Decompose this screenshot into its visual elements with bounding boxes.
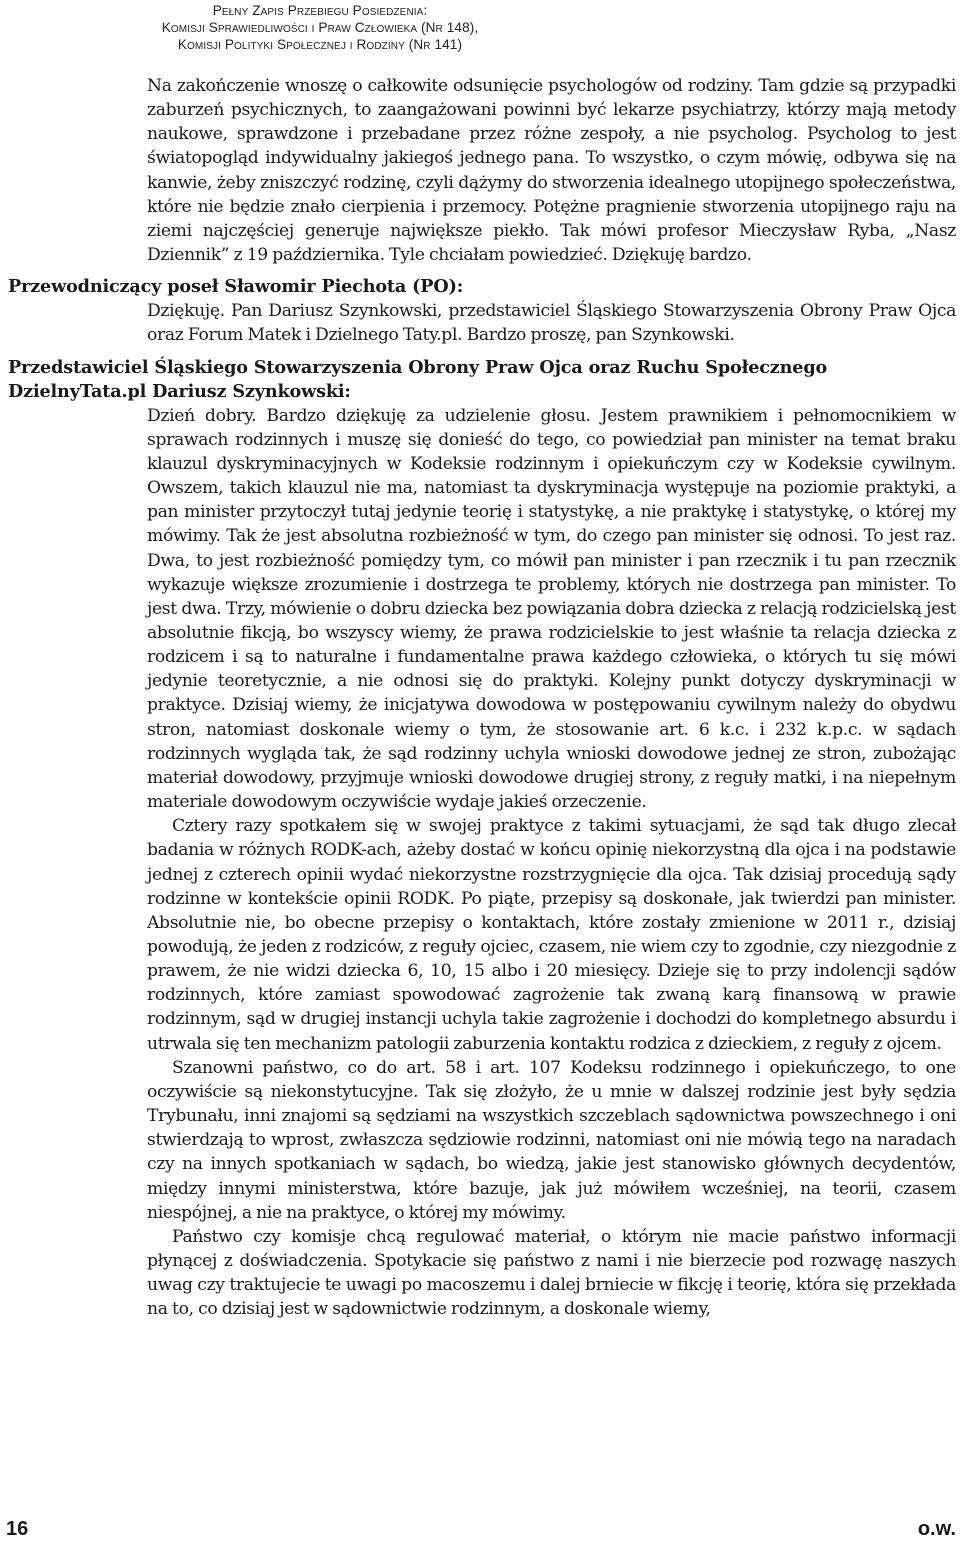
header-line-2: Komisji Sprawiedliwości i Praw Człowieka (Nr 148),	[161, 20, 479, 36]
speaker-name: Przewodniczący poseł Sławomir Piechota (PO):	[8, 276, 464, 298]
paragraph: Dzień dobry. Bardzo dziękuję za udzielenie głosu. Jestem prawnikiem i pełnomocnikiem w sprawach rodzinnych i muszę się donieść do tego, co powiedział pan minister na temat braku klauzul dyskryminacyjnych w Kodeksie rodzinnym i opiekuńczym czy w Kodeksie cywilnym. Owszem, takich klauzul nie ma, natomiast ta dyskryminacja występuje na poziomie praktyki, a pan minister przytoczył tutaj jedynie teorię i statystykę, a nie praktykę i statystykę, o której my mówimy. Tak że jest absolutna rozbieżność w tym, do czego pan minister się odnosi. To jest raz. Dwa, to jest rozbieżność pomiędzy tym, co mówił pan minister i pan rzecznik i tu pan rzecznik wykazuje większe zrozumienie i dostrzega te problemy, których nie dostrzega pan minister. To jest dwa. Trzy, mówienie o dobru dziecka bez powiązania dobra dziecka z relacją rodzicielską jest absolutnie fikcją, bo wszyscy wiemy, że prawa rodzicielskie to jest właśnie ta relacja dziecka z rodzicem i są to naturalne i fundamentalne prawa każdego człowieka, o których tu się mówi jedynie teoretycznie, a nie odnosi się do praktyki. Kolejny punkt dotyczy dyskryminacji w praktyce. Dzisiaj wiemy, że inicjatywa dowodowa w postępowaniu cywilnym należy do obydwu stron, natomiast doskonale wiemy o tym, że stosowanie art. 6 k.c. i 232 k.p.c. w sądach rodzinnych wygląda tak, że sąd rodzinny uchyla wnioski dowodowe jednej ze stron, zubożając materiał dowodowy, przyjmuje wnioski dowodowe drugiej strony, z reguły matki, i na niepełnym materiale dowodowym oczywiście wydaje jakieś orzeczenie.	[147, 405, 956, 813]
paragraph: Państwo czy komisje chcą regulować materiał, o którym nie macie państwo informacji płynącej z doświadczenia. Spotykacie się państwo z nami i nie bierzecie pod rozwagę naszych uwag czy traktujecie te uwagi po macoszemu i dalej brniecie w fikcję i teorię, która się przekłada na to, co dzisiaj jest w sądownictwie rodzinnym, a doskonale wiemy,	[147, 1226, 956, 1320]
transcript-body	[8, 74, 956, 1322]
speaker-name: Przedstawiciel Śląskiego Stowarzyszenia Obrony Praw Ojca oraz Ruchu Społecznego DzielnyTata.pl Dariusz Szynkowski:	[8, 356, 828, 402]
page-number: 16	[6, 1518, 29, 1540]
paragraph: Szanowni państwo, co do art. 58 i art. 107 Kodeksu rodzinnego i opiekuńczego, to one oczywiście są niekonstytucyjne. Tak się złożyło, że u mnie w dalszej rodzinie jest były sędzia Trybunału, inni znajomi są sędziami na wszystkich szczeblach sądownictwa powszechnego i oni stwierdzają to wprost, zwłaszcza sędziowie rodzinni, natomiast oni nie mówią tego na naradach czy na innych spotkaniach w sądach, bo wiedzą, jakie jest stanowisko głównych decydentów, między innymi ministerstwa, które bazuje, jak już mówiłem wcześniej, na teorii, czasem niespójnej, a nie na praktyce, o której my mówimy.	[147, 1057, 956, 1223]
paragraph: Na zakończenie wnoszę o całkowite odsunięcie psychologów od rodziny. Tam gdzie są przypadki zaburzeń psychicznych, to zaangażowani powinni być lekarze psychiatrzy, którzy mają metody naukowe, sprawdzone i przebadane przez różne zespoły, a nie psycholog. Psycholog to jest światopogląd indywidualny jakiegoś jednego pana. To wszystko, o czym mówię, odbywa się na kanwie, żeby zniszczyć rodzinę, czyli dążymy do stworzenia idealnego utopijnego społeczeństwa, które nie będzie znało cierpienia i przemocy. Potężne pragnienie stworzenia utopijnego raju na ziemi najczęściej generuje największe piekło. Tak mówi profesor Mieczysław Ryba, „Nasz Dziennik” z 19 października. Tyle chciałam powiedzieć. Dziękuję bardzo.	[147, 76, 956, 266]
paragraph: Dziękuję. Pan Dariusz Szynkowski, przedstawiciel Śląskiego Stowarzyszenia Obrony Praw Ojca oraz Forum Matek i Dzielnego Taty.pl. Bardzo proszę, pan Szynkowski.	[147, 301, 956, 346]
header-line-3: Komisji Polityki Społecznej i Rodziny (Nr 141)	[177, 37, 463, 53]
page-footer	[0, 1513, 960, 1541]
footer-mark: o.w.	[917, 1518, 956, 1540]
document-header	[0, 2, 640, 54]
paragraph: Cztery razy spotkałem się w swojej praktyce z takimi sytuacjami, że sąd tak długo zlecał badania w różnych RODK-ach, ażeby dostać w końcu opinię niekorzystną dla ojca i na podstawie jednej z czterech opinii wydać niekorzystne rozstrzygnięcie dla ojca. Tak dzisiaj procedują sądy rodzinne w kontekście opinii RODK. Po piąte, przepisy są doskonałe, jak twierdzi pan minister. Absolutnie nie, bo obecne przepisy o kontaktach, które zostały zmienione w 2011 r., dzisiaj powodują, że jeden z rodziców, z reguły ojciec, czasem, nie wiem czy to zgodnie, czy niezgodnie z prawem, że nie widzi dziecka 6, 10, 15 albo i 20 miesięcy. Dzieje się to przy indolencji sądów rodzinnych, które zamiast spowodować zagrożenie tak zwaną karą finansową w prawie rodzinnym, sąd w drugiej instancji uchyla takie zagrożenie i dochodzi do kompletnego absurdu i utrwala się ten mechanizm patologii zaburzenia kontaktu rodzica z dzieckiem, z reguły z ojcem.	[147, 816, 956, 1054]
header-line-1: Pełny Zapis Przebiegu Posiedzenia:	[212, 3, 428, 18]
